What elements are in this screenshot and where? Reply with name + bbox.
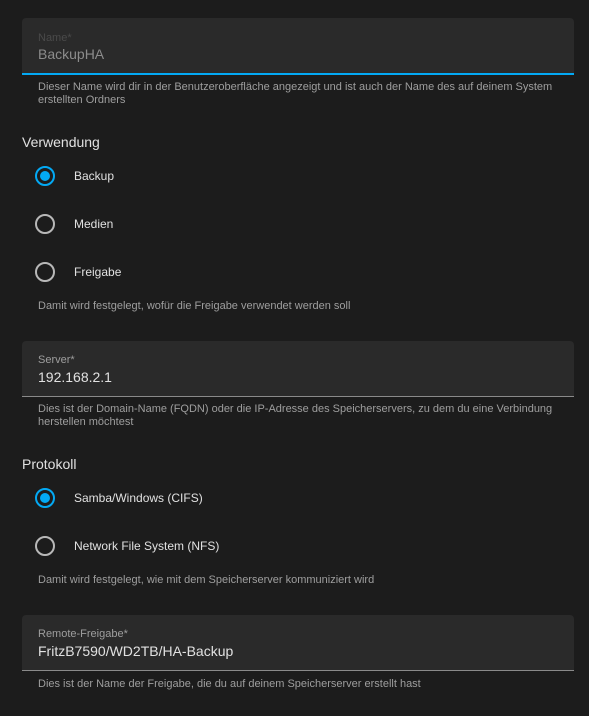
radio-protocol-cifs[interactable] [35,487,203,509]
name-helper-text: Dieser Name wird dir in der Benutzeroberfläche angezeigt und ist auch der Name des auf deinem System erstellten Ordners [38,81,553,106]
usage-helper-text: Damit wird festgelegt, wofür die Freigabe verwendet werden soll [38,300,351,312]
server-field-label: Server* [38,354,75,366]
radio-usage-backup[interactable] [35,165,114,187]
name-field-label: Name* [38,32,72,44]
server-helper-text: Dies ist der Domain-Name (FQDN) oder die IP-Adresse des Speicherservers, zu dem du eine Verbindung herstellen möchtest [38,403,553,428]
name-field[interactable] [22,18,574,75]
radio-usage-media[interactable] [35,213,113,235]
name-input[interactable]: BackupHA [38,46,105,62]
radio-checked-icon[interactable] [35,488,55,508]
radio-usage-share[interactable] [35,261,121,283]
protocol-title: Protokoll [22,456,77,472]
radio-checked-icon[interactable] [35,166,55,186]
server-input[interactable]: 192.168.2.1 [38,369,112,385]
server-field[interactable] [22,341,574,397]
radio-unchecked-icon[interactable] [35,536,55,556]
radio-protocol-nfs[interactable] [35,535,219,557]
bottom-edge [0,711,589,716]
protocol-helper-text: Damit wird festgelegt, wie mit dem Speicherserver kommuniziert wird [38,574,375,586]
remote-share-input[interactable]: FritzB7590/WD2TB/HA-Backup [38,643,234,659]
remote-share-helper-text: Dies ist der Name der Freigabe, die du auf deinem Speicherserver erstellt hast [38,678,421,690]
radio-label: Freigabe [74,265,122,279]
remote-share-field[interactable] [22,615,574,671]
radio-unchecked-icon[interactable] [35,262,55,282]
radio-label: Medien [74,217,114,231]
radio-unchecked-icon[interactable] [35,214,55,234]
radio-label: Network File System (NFS) [74,539,220,553]
radio-label: Samba/Windows (CIFS) [74,491,203,505]
usage-title: Verwendung [22,134,100,150]
radio-label: Backup [74,169,115,183]
remote-share-field-label: Remote-Freigabe* [38,628,128,640]
